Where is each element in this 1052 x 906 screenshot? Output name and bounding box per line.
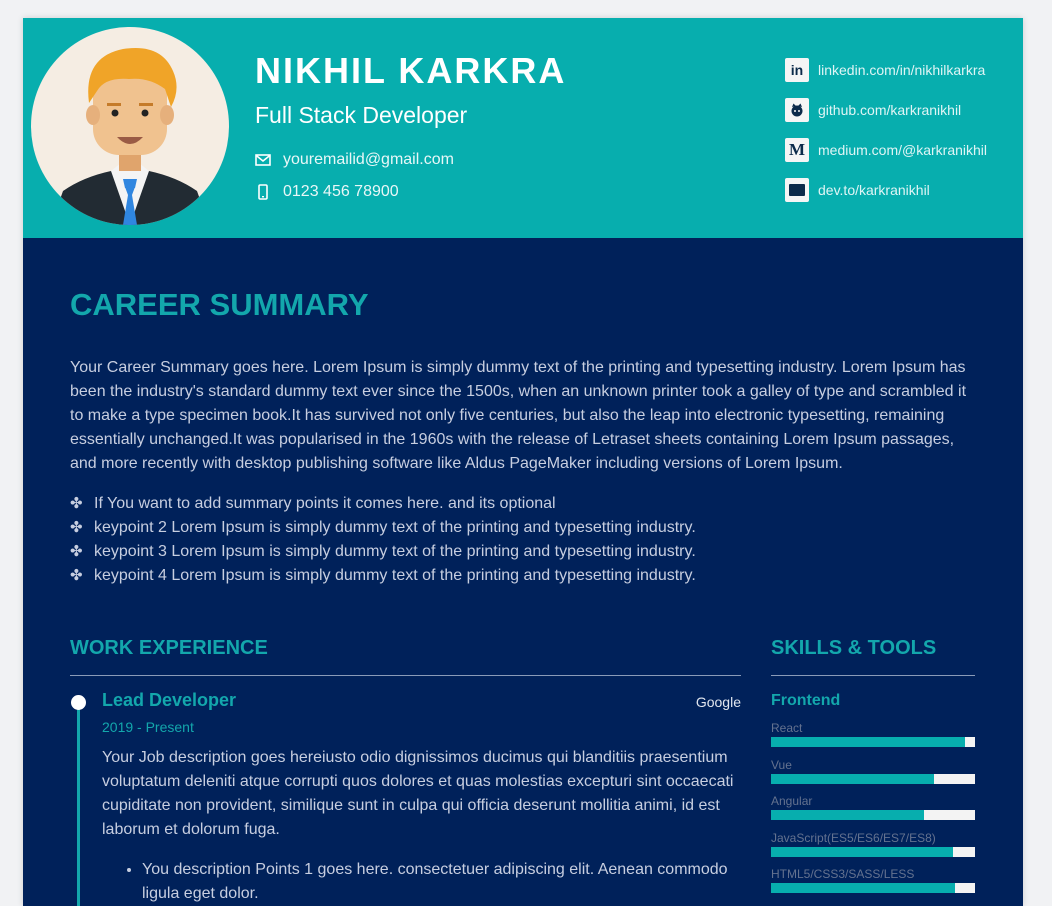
job-points (102, 858, 742, 906)
avatar (31, 27, 229, 225)
candidate-role: Full Stack Developer (255, 102, 468, 128)
email-text: youremailid@gmail.com (283, 151, 454, 168)
github-icon (785, 98, 809, 122)
skill-bar-fill (771, 774, 934, 784)
list-item: ✤ keypoint 4 Lorem Ipsum is simply dummy text of the printing and typesetting industry. (70, 564, 696, 588)
resume-header (23, 18, 1023, 238)
job-title: Lead Developer (102, 690, 237, 710)
list-item: ✤ keypoint 2 Lorem Ipsum is simply dummy text of the printing and typesetting industry. (70, 516, 696, 540)
bullet-icon: ✤ (70, 543, 83, 560)
skill-label: JavaScript(ES5/ES6/ES7/ES8) (771, 831, 936, 845)
skill-react (771, 721, 975, 747)
github-text: github.com/karkranikhil (818, 102, 962, 118)
skill-javascript (771, 831, 975, 857)
skill-label: React (771, 721, 803, 735)
social-link-dev[interactable] (785, 178, 930, 202)
social-link-github[interactable] (785, 98, 961, 122)
skill-angular (771, 794, 975, 820)
skill-vue (771, 758, 975, 784)
job-period: 2019 - Present (102, 719, 194, 735)
skills-divider (771, 675, 975, 676)
skill-label: HTML5/CSS3/SASS/LESS (771, 867, 915, 881)
bullet-icon: ✤ (70, 495, 83, 512)
linkedin-text: linkedin.com/in/nikhilkarkra (818, 62, 986, 78)
summary-points (70, 492, 696, 588)
skill-bar-fill (771, 810, 924, 820)
list-item: ✤ If You want to add summary points it comes here. and its optional (70, 492, 696, 516)
timeline-dot (71, 695, 86, 710)
skill-bar-fill (771, 737, 965, 747)
list-item: • You description Points 1 goes here. consectetuer adipiscing elit. Aenean commodo ligula eget dolor. (142, 858, 742, 906)
email-contact[interactable] (255, 151, 454, 169)
skill-bar-track (771, 883, 975, 893)
work-divider (70, 675, 741, 676)
medium-icon: M (785, 138, 809, 162)
job-description: Your Job description goes hereiusto odio dignissimos ducimus qui blanditiis praesentium voluptatum deleniti atque corrupti quos dolores et quas molestias excepturi sint occaecati cupiditate non provident, similique sunt in culpa qui officia deserunt mollitia animi, id est laborum et dolorum fuga. (102, 749, 734, 838)
skills-title: SKILLS & TOOLS (771, 637, 937, 659)
linkedin-icon: in (785, 58, 809, 82)
skill-category: Frontend (771, 692, 841, 709)
skill-bar-fill (771, 883, 955, 893)
skill-label: Angular (771, 794, 813, 808)
phone-contact[interactable] (255, 183, 399, 201)
dev-icon (785, 178, 809, 202)
bullet-icon: ✤ (70, 567, 83, 584)
social-link-medium[interactable] (785, 138, 987, 162)
bullet-icon: ✤ (70, 519, 83, 536)
career-summary-title: CAREER SUMMARY (70, 287, 369, 322)
career-summary-text: Your Career Summary goes here. Lorem Ipsum is simply dummy text of the printing and typesetting industry. Lorem Ipsum has been the industry's standard dummy text ever since the 1500s, when an unknown printer took a galley of type and scrambled it to make a type specimen book.It has survived not only five centuries, but also the leap into electronic typesetting, remaining essentially unchanged.It was popularised in the 1960s with the release of Letraset sheets containing Lorem Ipsum passages, and more recently with desktop publishing software like Aldus PageMaker including versions of Lorem Ipsum. (70, 359, 967, 472)
phone-text: 0123 456 78900 (283, 183, 399, 200)
medium-text: medium.com/@karkranikhil (818, 142, 988, 158)
skill-bar-fill (771, 847, 953, 857)
skill-bar-track (771, 847, 975, 857)
work-experience-title: WORK EXPERIENCE (70, 637, 268, 659)
skill-label: Vue (771, 758, 792, 772)
list-item: ✤ keypoint 3 Lorem Ipsum is simply dummy text of the printing and typesetting industry. (70, 540, 696, 564)
candidate-name: NIKHIL KARKRA (255, 50, 567, 91)
job-company: Google (695, 694, 741, 710)
social-link-linkedin[interactable] (785, 58, 985, 82)
skill-html-css (771, 867, 975, 893)
resume-page (23, 18, 1023, 906)
mobile-phone-icon (255, 184, 271, 200)
dev-text: dev.to/karkranikhil (818, 182, 930, 198)
skill-bar-track (771, 774, 975, 784)
skill-bar-track (771, 810, 975, 820)
skill-bar-track (771, 737, 975, 747)
timeline-line (77, 702, 80, 906)
envelope-icon (255, 152, 271, 168)
